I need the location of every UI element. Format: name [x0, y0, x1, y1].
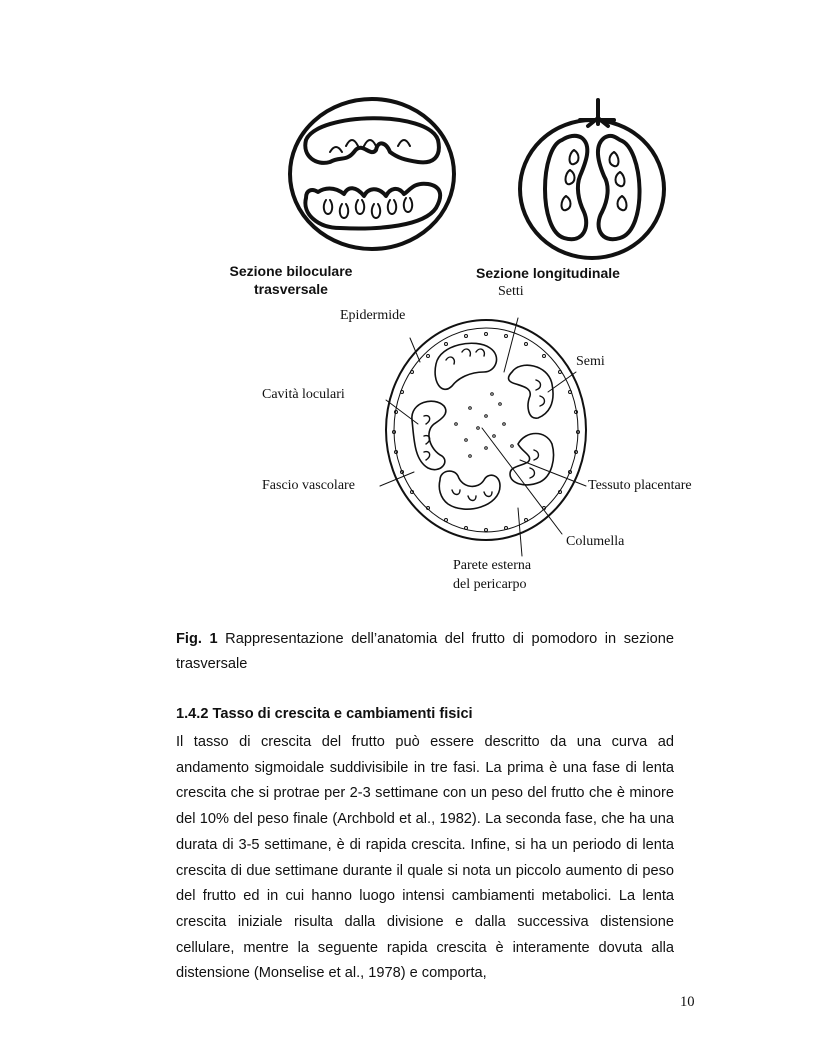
caption-label: Fig. 1 — [176, 631, 218, 647]
section-heading: 1.4.2 Tasso di crescita e cambiamenti fisici — [176, 706, 473, 722]
figure-caption — [176, 627, 674, 677]
transverse-section-label: Sezione biloculare trasversale — [229, 263, 353, 297]
transverse-section-drawing — [290, 99, 454, 249]
label-fascio-vascolare: Fascio vascolare — [262, 478, 355, 493]
label-setti: Setti — [498, 284, 524, 299]
longitudinal-section-label: Sezione longitudinale — [476, 265, 620, 281]
caption-text: Rappresentazione dell’anatomia del frutto di pomodoro in sezione trasversale — [176, 631, 675, 672]
label-columella: Columella — [566, 534, 625, 549]
label-tessuto-placentare: Tessuto placentare — [588, 478, 692, 493]
body-paragraph: Il tasso di crescita del frutto può essere descritto da una curva ad andamento sigmoidale suddivisibile in tre fasi. La prima è una fase di lenta crescita che si protrae per 2-3 settimane con un peso del frutto che è minore del 10% del peso finale (Archbold et al., 1982). La seconda fase, che ha una durata di 3-5 settimane, è di rapida crescita. Infine, si ha un periodo di lenta crescita di due settimane durante il quale si nota un piccolo aumento di peso del frutto ed in cui hanno luogo intensi cambiamenti metabolici. La lenta crescita iniziale risulta dalla divisione e dalla successiva distensione cellulare, mentre la seguente rapida crescita è interamente dovuta alla distensione (Monselise et al., 1978) e comporta, — [176, 734, 674, 982]
label-epidermide: Epidermide — [340, 308, 406, 323]
label-cavita-loculari: Cavità loculari — [262, 387, 345, 402]
cross-section-drawing — [380, 318, 586, 556]
longitudinal-section-drawing — [520, 100, 664, 258]
label-parete-esterna: Parete esterna del pericarpo — [453, 558, 532, 592]
label-semi: Semi — [576, 354, 605, 369]
page-number: 10 — [680, 994, 695, 1010]
